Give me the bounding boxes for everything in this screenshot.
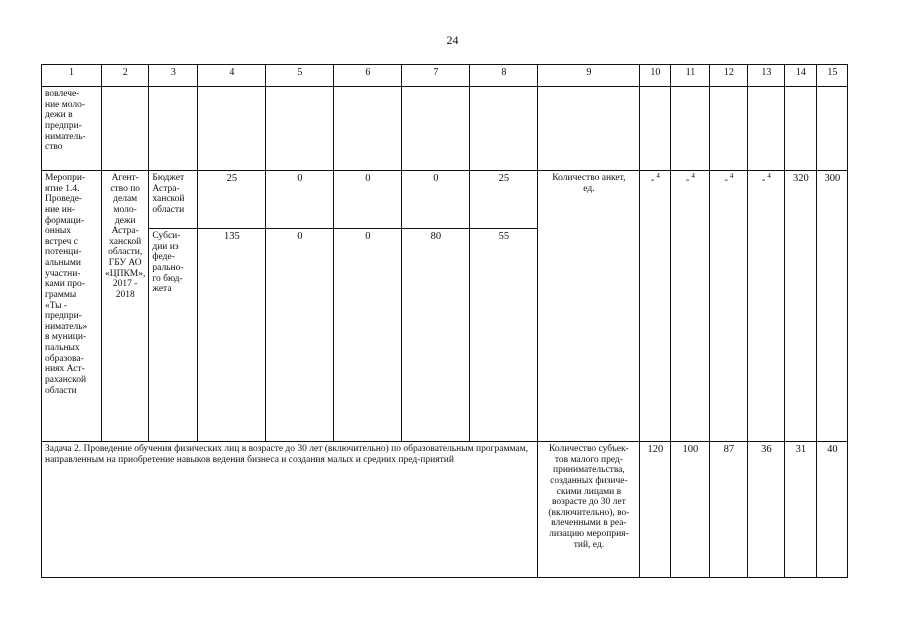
header-cell: 6 xyxy=(334,65,402,87)
header-cell: 13 xyxy=(748,65,785,87)
amount-cell: 0 xyxy=(266,229,334,442)
header-cell: 11 xyxy=(671,65,710,87)
empty-cell xyxy=(198,87,266,171)
amount-cell: 0 xyxy=(266,171,334,229)
empty-cell xyxy=(470,87,538,171)
table-row-measure xyxy=(42,171,848,229)
indicator-value-cell: - $^4$ xyxy=(640,171,671,442)
indicator-value-cell: - $^4$ xyxy=(710,171,748,442)
header-cell: 7 xyxy=(402,65,470,87)
empty-cell xyxy=(710,87,748,171)
indicator-value-cell: 100 xyxy=(671,442,710,578)
amount-cell: 135 xyxy=(198,229,266,442)
empty-cell xyxy=(640,87,671,171)
empty-cell xyxy=(266,87,334,171)
empty-cell xyxy=(149,87,198,171)
amount-cell: 0 xyxy=(334,229,402,442)
header-cell: 15 xyxy=(817,65,848,87)
empty-cell xyxy=(402,87,470,171)
indicator-cell: Количество субъек- тов малого пред- принимательства, созданных физиче- скими лицами в возрасте до 30 лет (включительно), во- влеченными в реа- лизацию мероприя- тий, ед. xyxy=(538,442,640,578)
indicator-cell: Количество анкет, ед. xyxy=(538,171,640,442)
header-cell: 8 xyxy=(470,65,538,87)
empty-cell xyxy=(334,87,402,171)
indicator-value-cell: 120 xyxy=(640,442,671,578)
amount-cell: 80 xyxy=(402,229,470,442)
amount-cell: 55 xyxy=(470,229,538,442)
amount-cell: 0 xyxy=(334,171,402,229)
header-cell: 2 xyxy=(102,65,149,87)
empty-cell xyxy=(785,87,817,171)
empty-cell xyxy=(102,87,149,171)
indicator-value-cell: 87 xyxy=(710,442,748,578)
indicator-value-cell: 40 xyxy=(817,442,848,578)
header-cell: 1 xyxy=(42,65,102,87)
empty-cell xyxy=(817,87,848,171)
header-cell: 12 xyxy=(710,65,748,87)
table-row-task xyxy=(42,442,848,578)
indicator-value-cell: - $^4$ xyxy=(748,171,785,442)
header-row xyxy=(42,65,848,87)
task-description-cell: Задача 2. Проведение обучения физических лиц в возрасте до 30 лет (включительно) по образовательным программам, направленным на приобретение навыков ведения бизнеса и создания малых и средних пред-приятий xyxy=(42,442,538,578)
header-cell: 5 xyxy=(266,65,334,87)
indicator-value-cell: 300 xyxy=(817,171,848,442)
indicator-value-cell: - $^4$ xyxy=(671,171,710,442)
indicator-value-cell: 31 xyxy=(785,442,817,578)
empty-cell xyxy=(671,87,710,171)
header-cell: 10 xyxy=(640,65,671,87)
funding-source-cell: Бюджет Астра- ханской области xyxy=(149,171,198,229)
amount-cell: 0 xyxy=(402,171,470,229)
header-cell: 3 xyxy=(149,65,198,87)
measure-name-cell: Меропри- ятие 1.4. Проведе- ние ин- формаци- онных встреч с потенци- альными участни- ками про- граммы «Ты - предпри- ниматель» в муници- пальных образова- ниях Аст- раханской области xyxy=(42,171,102,442)
program-table xyxy=(41,64,848,578)
header-cell: 9 xyxy=(538,65,640,87)
empty-cell xyxy=(538,87,640,171)
measure-name-cell: вовлече- ние моло- дежи в предпри- ниматель- ство xyxy=(42,87,102,171)
header-cell: 14 xyxy=(785,65,817,87)
amount-cell: 25 xyxy=(470,171,538,229)
page-number: 24 xyxy=(446,33,459,47)
empty-cell xyxy=(748,87,785,171)
table-row-continuation xyxy=(42,87,848,171)
funding-source-cell: Субси- дии из феде- рально- го бюд- жета xyxy=(149,229,198,442)
indicator-value-cell: 320 xyxy=(785,171,817,442)
header-cell: 4 xyxy=(198,65,266,87)
amount-cell: 25 xyxy=(198,171,266,229)
executor-cell: Агент- ство по делам моло- дежи Астра- ханской области, ГБУ АО «ЦПКМ», 2017 - 2018 xyxy=(102,171,149,442)
indicator-value-cell: 36 xyxy=(748,442,785,578)
